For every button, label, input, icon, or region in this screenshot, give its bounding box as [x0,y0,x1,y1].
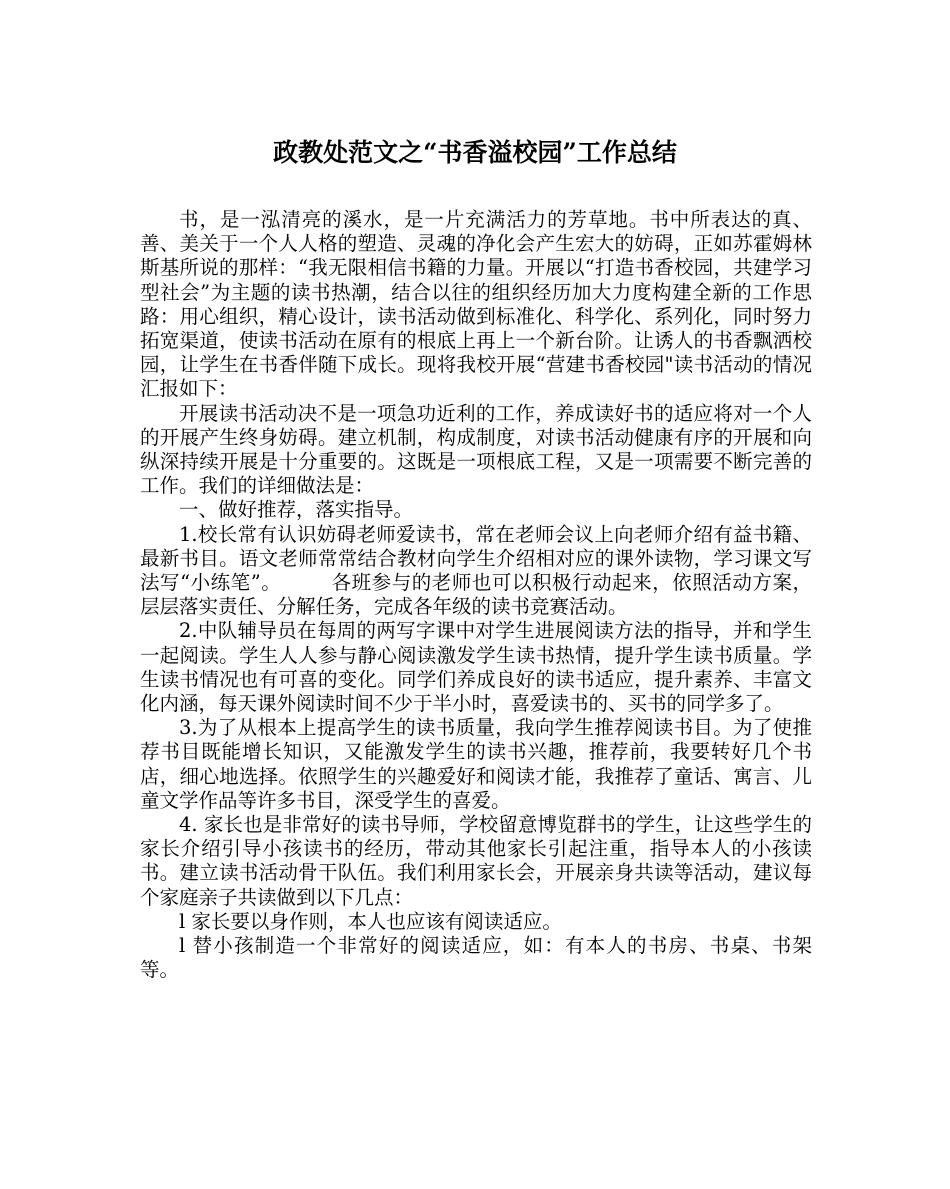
bullet-item-reading-habit: l 替小孩制造一个非常好的阅读适应，如：有本人的书房、书桌、书架等。 [140,934,812,982]
paragraph-methods: 开展读书活动决不是一项急功近利的工作，养成读好书的适应将对一个人的开展产生终身妨碍。建立机制，构成制度，对读书活动健康有序的开展和向纵深持续开展是十分重要的。这既是一项根底工程，又是一项需要不断完善的工作。我们的详细做法是： [140,401,812,498]
paragraph-item-1: 1.校长常有认识妨碍老师爱读书，常在老师会议上向老师介绍有益书籍、最新书目。语文老师常常结合教材向学生介绍相对应的课外读物，学习课文写法写“小练笔”。 各班参与的老师也可以积极行动起来，依照活动方案，层层落实责任、分解任务，完成各年级的读书竞赛活动。 [140,522,812,619]
document-body [140,208,812,983]
document-title: 政教处范文之“书香溢校园”工作总结 [273,138,677,167]
section-heading-recommend: 一、做好推荐，落实指导。 [179,498,414,522]
paragraph-item-4: 4. 家长也是非常好的读书导师，学校留意博览群书的学生，让这些学生的家长介绍引导小孩读书的经历，带动其他家长引起注重，指导本人的小孩读书。建立读书活动骨干队伍。我们利用家长会，开展亲身共读等活动，建议每个家庭亲子共读做到以下几点： [140,813,812,909]
paragraph-item-3: 3.为了从根本上提高学生的读书质量，我向学生推荐阅读书目。为了使推荐书目既能增长知识，又能激发学生的读书兴趣，推荐前，我要转好几个书店，细心地选择。依照学生的兴趣爱好和阅读才能，我推荐了童话、寓言、儿童文学作品等许多书目，深受学生的喜爱。 [140,716,812,812]
paragraph-intro: 书，是一泓清亮的溪水，是一片充满活力的芳草地。书中所表达的真、善、美关于一个人人格的塑造、灵魂的净化会产生宏大的妨碍，正如苏霍姆林斯基所说的那样：“我无限相信书籍的力量。开展以“打造书香校园，共建学习型社会”为主题的读书热潮，结合以往的组织经历加大力度构建全新的工作思路：用心组织，精心设计，读书活动做到标准化、科学化、系列化，同时努力拓宽渠道，使读书活动在原有的根底上再上一个新台阶。让诱人的书香飘洒校园，让学生在书香伴随下成长。现将我校开展“营建书香校园"读书活动的情况汇报如下： [140,208,812,401]
paragraph-item-2: 2.中队辅导员在每周的两写字课中对学生进展阅读方法的指导，并和学生一起阅读。学生人人参与静心阅读激发学生读书热情，提升学生读书质量。学生读书情况也有可喜的变化。同学们养成良好的读书适应，提升素养、丰富文化内涵，每天课外阅读时间不少于半小时，喜爱读书的、买书的同学多了。 [140,619,812,716]
bullet-item-parents-example: l 家长要以身作则，本人也应该有阅读适应。 [179,909,562,933]
